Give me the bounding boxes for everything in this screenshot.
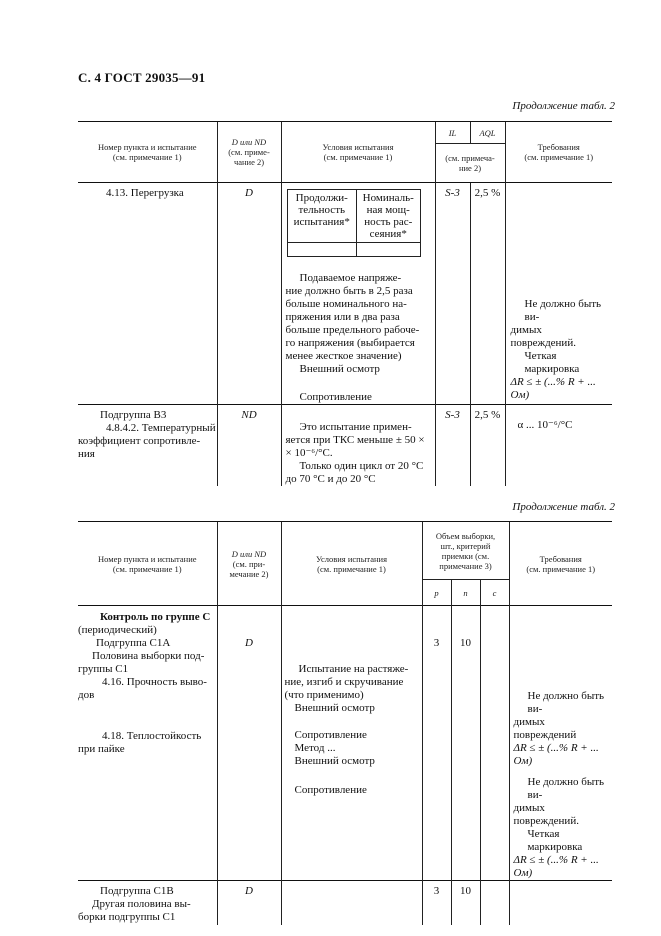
t1-row1-condition-text: Подаваемое напряже- ние должно быть в 2,5 раза больше номинального на- пряжения или в два раза больше предельного рабоче- го напряжения (выбирается менее жесткое значение) Внешний осмотр Сопротивление bbox=[282, 272, 435, 404]
t2-c1b-n: 10 bbox=[451, 881, 480, 925]
t2-header-item: Номер пункта и испытание (см. примечание 1) bbox=[78, 522, 217, 606]
t1-row2-item: Подгруппа B3 4.8.4.2. Температурный коэффициент сопротивле- ния bbox=[78, 405, 217, 487]
t1-row2-conditions: Это испытание примен- яется при ТКС меньше ± 50 × × 10⁻⁶/°С. Только один цикл от 20 °С до 70 °С и до 20 °С bbox=[281, 405, 435, 487]
t2-c1b-c bbox=[480, 881, 509, 925]
t1-row1-requirements: Не должно быть ви- димых повреждений. Четкая маркировка ΔR ≤ ± (...% R + ... Ом) bbox=[505, 183, 612, 405]
t1-header-il-aql-note: (см. примеча- ние 2) bbox=[435, 144, 505, 183]
t1-row1-dnd: D bbox=[217, 183, 281, 405]
t2-header-sample: Объем выборки, шт., критерий приемки (см. примечание 3) bbox=[422, 522, 509, 580]
t2-header-dnd: D или ND (см. при- мечание 2) bbox=[217, 522, 281, 606]
inner-duration-header: Продолжи- тельность испытания* bbox=[287, 190, 356, 243]
t1-row1-aql: 2,5 % bbox=[470, 183, 505, 405]
table1-continuation: Продолжение табл. 2 bbox=[512, 100, 615, 112]
t2-c1b-requirements bbox=[509, 881, 612, 925]
t2-groupc-c bbox=[480, 606, 509, 881]
inner-empty-cell bbox=[356, 243, 420, 257]
t2-groupc-dnd: D bbox=[217, 606, 281, 881]
t2-c1b-item: Подгруппа С1В Другая половина вы- борки подгруппы С1 bbox=[78, 881, 217, 925]
t1-row1-il: S-3 bbox=[435, 183, 470, 405]
t2-header-p: p bbox=[422, 580, 451, 606]
t2-c1b-conditions bbox=[281, 881, 422, 925]
t2-groupc-requirements: Не должно быть ви- димых повреждений ΔR ≤ ± (...% R + ... Ом) Не должно быть ви- димых повреждений. Четкая маркировка ΔR ≤ ± (...% R + ... Ом) bbox=[509, 606, 612, 881]
t1-header-dnd: D или ND (см. приме- чание 2) bbox=[217, 122, 281, 183]
t2-groupc-conditions: Испытание на растяже- ние, изгиб и скручивание (что применимо) Внешний осмотр Сопротивление Метод ... Внешний осмотр Сопротивление bbox=[281, 606, 422, 881]
t1-header-requirements: Требования (см. примечание 1) bbox=[505, 122, 612, 183]
t2-groupc-n: 10 bbox=[451, 606, 480, 881]
t1-row2-requirements: α ... 10⁻⁶/°С bbox=[505, 405, 612, 487]
t1-header-aql: AQL bbox=[470, 122, 505, 144]
t2-c1b-dnd: D bbox=[217, 881, 281, 925]
t2-header-conditions: Условия испытания (см. примечание 1) bbox=[281, 522, 422, 606]
t1-row2-aql: 2,5 % bbox=[470, 405, 505, 487]
table2 bbox=[78, 521, 612, 925]
table2-continuation: Продолжение табл. 2 bbox=[512, 501, 615, 513]
t1-row1-visual: Внешний осмотр bbox=[299, 363, 380, 375]
t1-row1-conditions bbox=[281, 183, 435, 405]
page-header: С. 4 ГОСТ 29035—91 bbox=[78, 70, 206, 85]
t2-groupc-p: 3 bbox=[422, 606, 451, 881]
t1-row2-il: S-3 bbox=[435, 405, 470, 487]
t1-header-conditions: Условия испытания (см. примечание 1) bbox=[281, 122, 435, 183]
inner-empty-cell bbox=[287, 243, 356, 257]
t1-row2-dnd: ND bbox=[217, 405, 281, 487]
t1-row1-item: 4.13. Перегрузка bbox=[78, 183, 217, 405]
table1 bbox=[78, 121, 612, 486]
t2-groupc-item: Контроль по группе С (периодический) Подгруппа С1А Половина выборки под- группы С1 4.16. Прочность выво- дов 4.18. Теплостойкость при пайке bbox=[78, 606, 217, 881]
t1-inner-table bbox=[287, 189, 421, 257]
t2-c1b-p: 3 bbox=[422, 881, 451, 925]
t2-header-c: c bbox=[480, 580, 509, 606]
t1-header-il: IL bbox=[435, 122, 470, 144]
inner-power-header: Номиналь- ная мощ- ность рас- сеяния* bbox=[356, 190, 420, 243]
t1-row1-resistance: Сопротивление bbox=[299, 391, 372, 403]
t2-header-requirements: Требования (см. примечание 1) bbox=[509, 522, 612, 606]
t2-header-n: n bbox=[451, 580, 480, 606]
t1-header-item: Номер пункта и испытание (см. примечание 1) bbox=[78, 122, 217, 183]
